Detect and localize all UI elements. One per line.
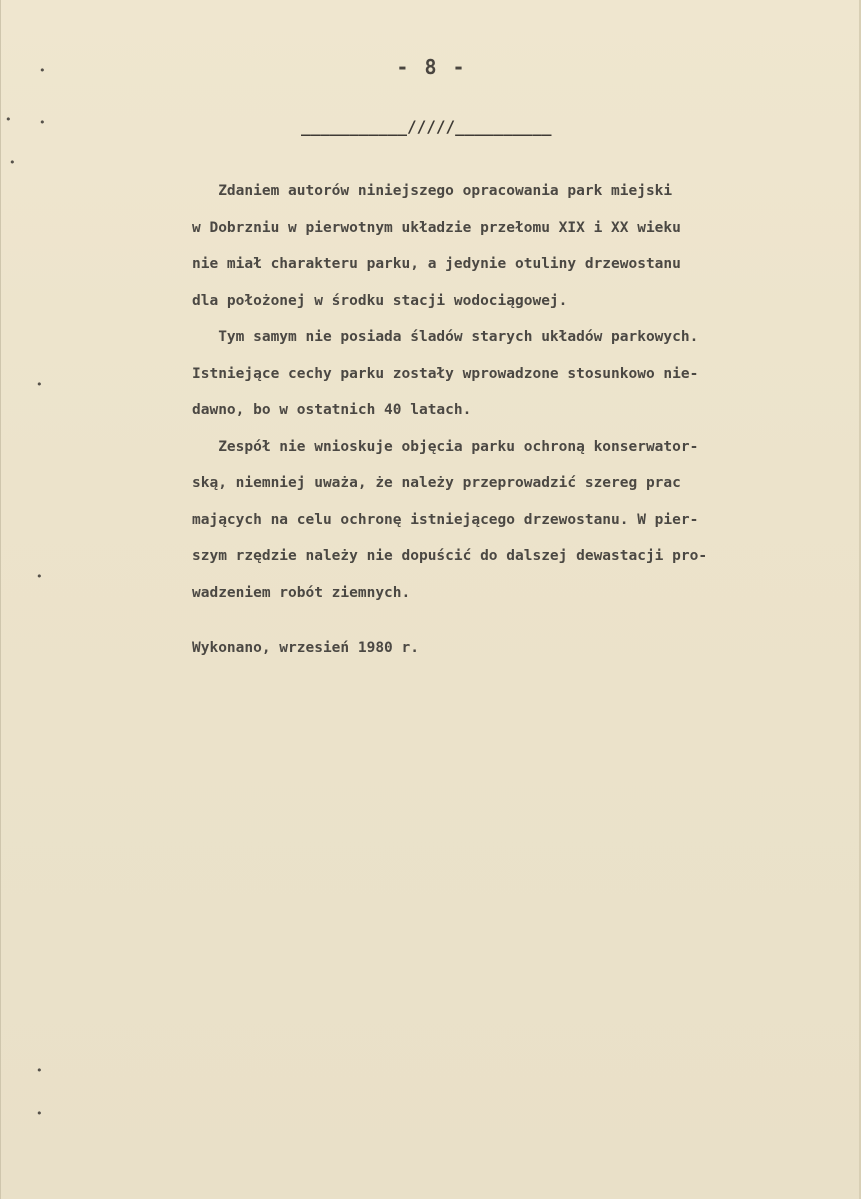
margin-mark: • [39,116,46,129]
margin-mark: • [9,156,16,169]
text-line: szym rzędzie należy nie dopuścić do dalszej dewastacji pro- [192,548,708,564]
text-line: ską, niemniej uważa, że należy przeprowadzić szereg prac [192,475,681,491]
margin-mark: • [36,378,43,391]
text-line: dla położonej w środku stacji wodociągowej. [192,292,568,309]
margin-mark: • [36,1107,43,1120]
margin-mark: • [36,1064,43,1077]
text-line: dawno, bo w ostatnich 40 latach. [192,402,472,418]
text-line: wadzeniem robót ziemnych. [192,584,411,601]
margin-mark: • [39,64,46,77]
text-line: mających na celu ochronę istniejącego drzewostanu. W pier- [192,511,699,528]
text-line: nie miał charakteru parku, a jedynie otuliny drzewostanu [192,256,681,272]
text-line: Tym samym nie posiada śladów starych układów parkowych. [192,329,699,345]
margin-mark: • [5,113,12,126]
text-line: Zdaniem autorów niniejszego opracowania park miejski [192,183,673,199]
margin-mark: • [36,570,43,583]
text-line: Zespół nie wnioskuje objęcia parku ochroną konserwator- [192,438,699,455]
closing-line: Wykonano, wrzesień 1980 r. [192,640,419,656]
body-text [192,173,822,611]
page-number: - 8 - [396,55,467,79]
text-line: w Dobrzniu w pierwotnym układzie przełomu XIX i XX wieku [192,219,681,236]
text-line: Istniejące cechy parku zostały wprowadzone stosunkowo nie- [192,365,699,382]
separator-line: ___________/////__________ [301,117,552,136]
